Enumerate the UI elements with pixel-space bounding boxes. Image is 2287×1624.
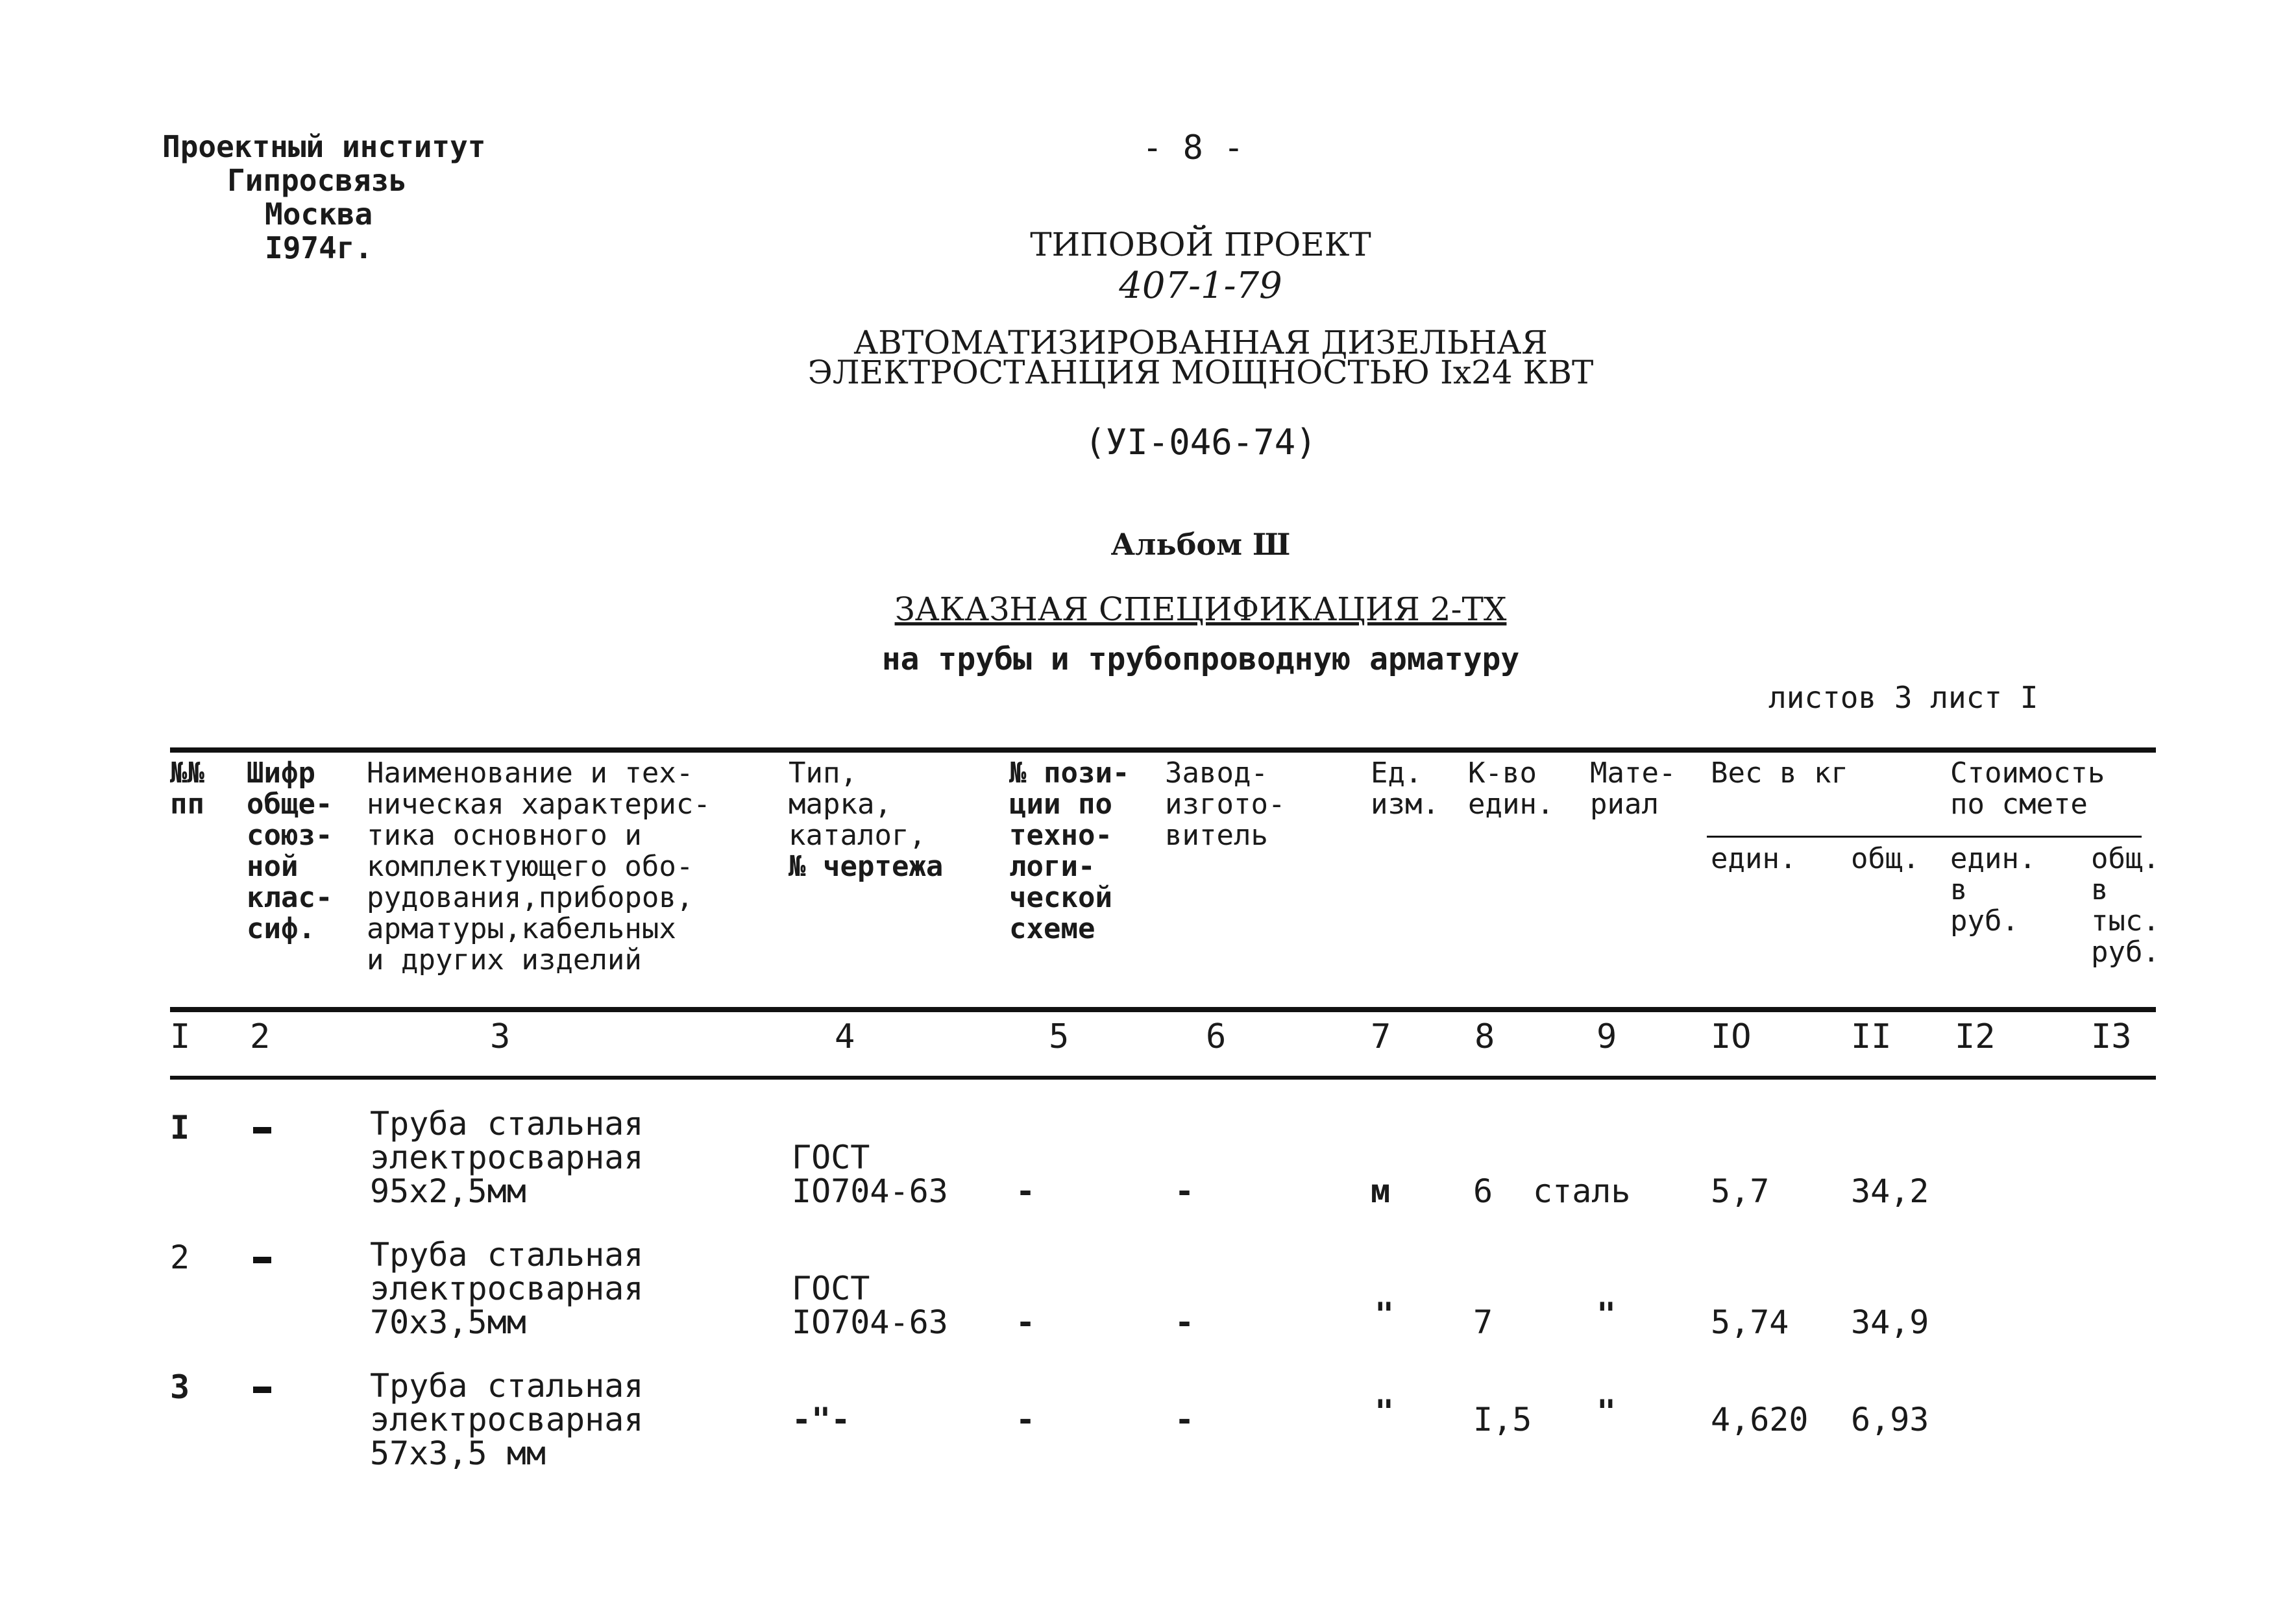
project-code: 407-1-79 [1119, 265, 1282, 307]
institute-name: Проектный институт [162, 129, 486, 164]
column-number: 7 [1371, 1017, 1391, 1056]
header-col-unit: Ед. изм. [1371, 757, 1439, 821]
table-row-3-maker: - [1175, 1401, 1195, 1438]
column-number: 6 [1206, 1017, 1227, 1056]
table-row-2-qty: 7 [1473, 1303, 1493, 1341]
table-top-rule [170, 747, 2156, 753]
project-title-line: ЭЛЕКТРОСТАНЦИЯ МОЩНОСТЬЮ Iх24 КВТ [807, 354, 1594, 391]
header-col-maker: Завод- изгото- витель [1165, 757, 1286, 852]
table-row-3-weight-total: 6,93 [1851, 1401, 1929, 1438]
table-row-3-name: Труба стальная электросварная 57х3,5 мм [370, 1367, 644, 1472]
table-row-1-qty: 6 [1473, 1172, 1493, 1210]
project-title-line: АВТОМАТИЗИРОВАННАЯ ДИЗЕЛЬНАЯ [853, 324, 1548, 361]
column-number: I3 [2091, 1017, 2132, 1056]
project-title [649, 324, 1752, 391]
column-number: 4 [835, 1017, 855, 1056]
table-row-3-unit: " [1375, 1393, 1395, 1431]
table-row-1-material: сталь [1533, 1172, 1631, 1210]
table-row-3-qty: I,5 [1473, 1401, 1532, 1438]
header-weight-unit: един. [1711, 842, 1797, 875]
table-row-2-weight-unit: 5,74 [1711, 1303, 1789, 1341]
header-col-name: Наименование и тех- ническая характерис- тика основного и комплектующего обо- рудования,приборов, арматуры,кабельных и других изделий [367, 757, 711, 976]
column-number: I2 [1955, 1017, 1996, 1056]
table-row-3-type: -"- [792, 1401, 851, 1438]
column-number: 5 [1049, 1017, 1070, 1056]
table-row-2-unit: " [1375, 1296, 1395, 1333]
cost-header-rule [1707, 836, 2142, 838]
table-row-1-name: Труба стальная электросварная 95х2,5мм [370, 1105, 644, 1210]
table-row-2-num: 2 [170, 1239, 190, 1276]
table-row-2-material: " [1596, 1296, 1617, 1333]
table-row-1-position: - [1016, 1172, 1036, 1210]
institute-year: I974г. [265, 230, 373, 265]
table-row-2-code [253, 1241, 271, 1274]
table-row-1-unit: м [1371, 1172, 1391, 1210]
institute-city: Москва [265, 197, 373, 232]
column-number: 8 [1474, 1017, 1495, 1056]
column-number: IO [1711, 1017, 1752, 1056]
header-col-weight: Вес в кг [1711, 757, 1848, 790]
table-row-2-position: - [1016, 1303, 1036, 1341]
page-number: - 8 - [1142, 128, 1244, 167]
table-row-1-maker: - [1175, 1172, 1195, 1210]
table-row-1-num: I [170, 1109, 190, 1146]
project-number: (УI-046-74) [1084, 422, 1317, 463]
column-numbers-rule [170, 1076, 2156, 1080]
header-bottom-rule [170, 1007, 2156, 1012]
table-row-2-maker: - [1175, 1303, 1195, 1341]
table-row-3-num: 3 [170, 1368, 190, 1406]
table-row-3-position: - [1016, 1401, 1036, 1438]
table-row-3-material: " [1596, 1393, 1617, 1431]
album-label: Альбом Ш [1110, 527, 1291, 562]
spec-subtitle: на трубы и трубопроводную арматуру [881, 641, 1520, 677]
table-row-1-code [253, 1111, 271, 1145]
column-number: 2 [250, 1017, 271, 1056]
table-row-2-name: Труба стальная электросварная 70х3,5мм [370, 1236, 644, 1341]
column-number: 3 [490, 1017, 511, 1056]
column-number: II [1851, 1017, 1892, 1056]
header-weight-total: общ. [1851, 842, 1920, 875]
column-number: 9 [1596, 1017, 1617, 1056]
table-row-1-weight-unit: 5,7 [1711, 1172, 1770, 1210]
header-col-cost: Стоимость по смете [1950, 757, 2105, 821]
table-row-2-type: ГОСТ IO704-63 [792, 1270, 948, 1341]
header-col-position: № пози- ции по техно- логи- ческой схеме [1009, 757, 1130, 945]
institute-block [162, 130, 486, 265]
table-row-1-type: ГОСТ IO704-63 [792, 1139, 948, 1210]
header-col-type: Тип, марка, каталог, № чертежа [789, 757, 944, 883]
table-row-3-code [253, 1370, 271, 1404]
project-label: ТИПОВОЙ ПРОЕКТ [1030, 226, 1371, 263]
header-col-qty: К-во един. [1468, 757, 1554, 821]
header-col-num: №№ пп [170, 757, 204, 821]
column-number: I [170, 1017, 191, 1056]
header-cost-unit: един. в руб. [1950, 842, 2036, 938]
header-cost-total: общ. в тыс. руб. [2091, 842, 2160, 969]
header-col-code: Шифр обще- союз- ной клас- сиф. [247, 757, 333, 945]
table-row-2-weight-total: 34,9 [1851, 1303, 1929, 1341]
table-row-3-weight-unit: 4,620 [1711, 1401, 1809, 1438]
institute-org: Гипросвязь [227, 163, 407, 198]
spec-title: ЗАКАЗНАЯ СПЕЦИФИКАЦИЯ 2-ТХ [894, 590, 1507, 628]
header-col-material: Мате- риал [1590, 757, 1676, 821]
table-row-1-weight-total: 34,2 [1851, 1172, 1929, 1210]
sheet-counter: листов 3 лист I [1768, 680, 2038, 715]
